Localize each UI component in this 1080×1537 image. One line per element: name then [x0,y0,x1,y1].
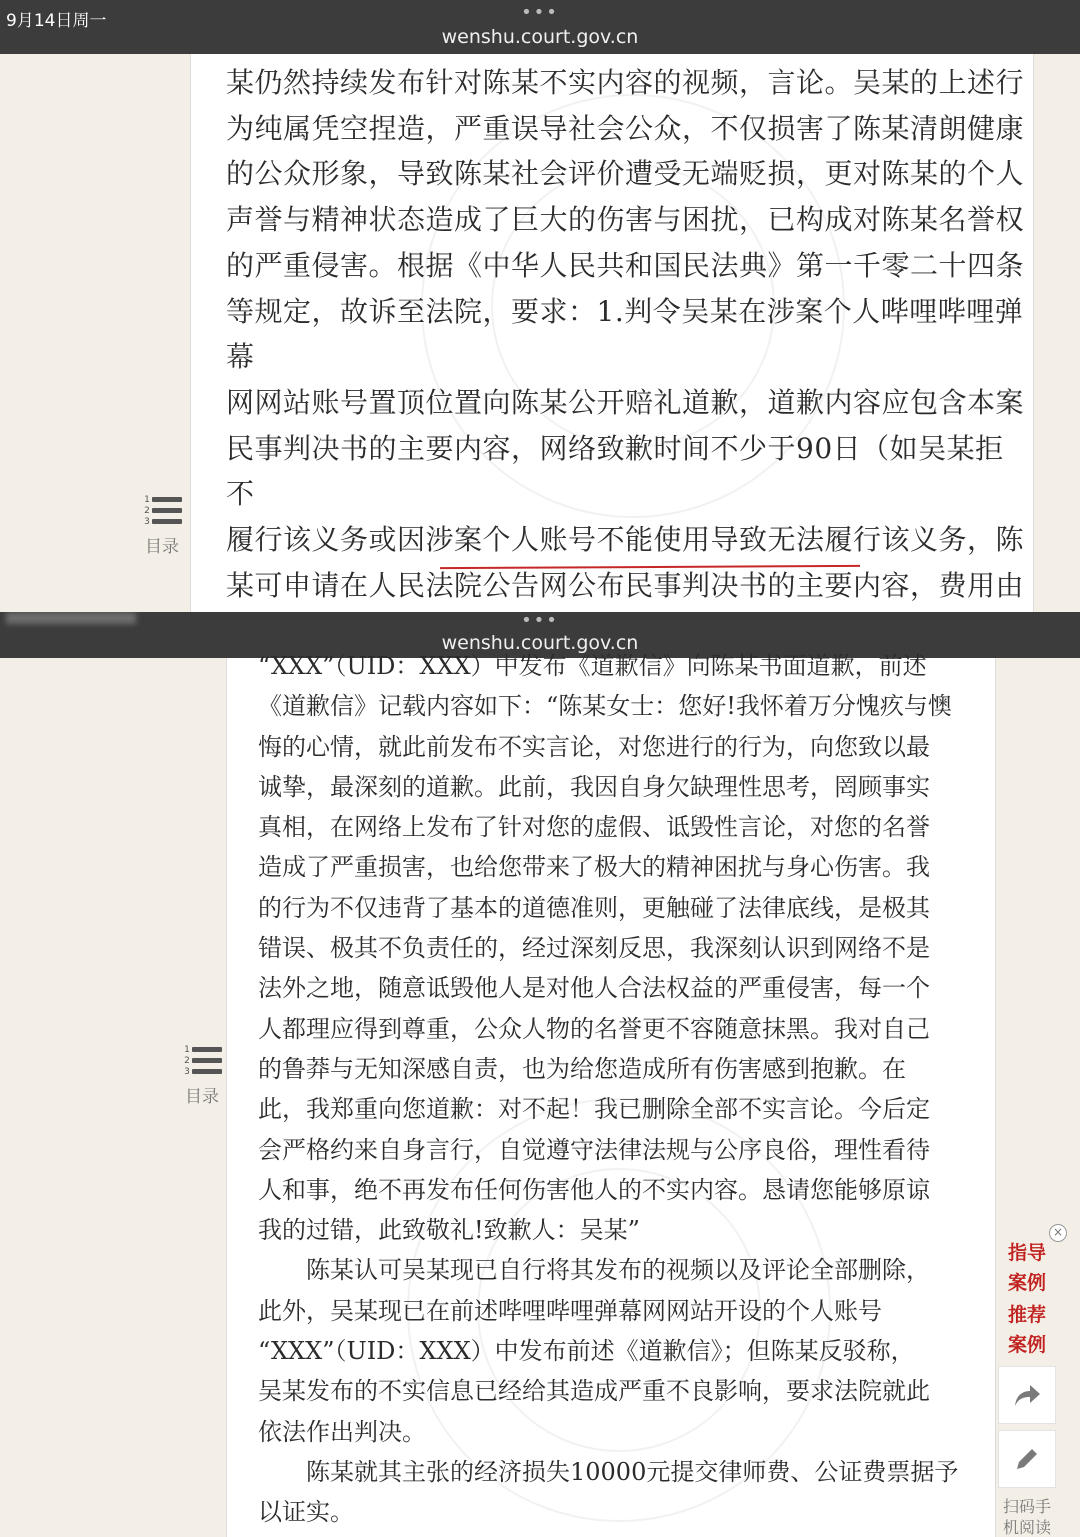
judgment-text-bottom [258,646,988,1533]
close-icon[interactable]: × [1049,1224,1067,1242]
text-line: 等规定，故诉至法院，要求：1.判令吴某在涉案个人哔哩哔哩弹幕 [226,294,1024,374]
text-line: 此，我郑重向您道歉：对不起！我已删除全部不实言论。今后定 [258,1095,930,1124]
text-line: 的公众形象，导致陈某社会评价遭受无端贬损，更对陈某的个人 [226,157,1025,191]
judgment-text-top [226,60,1026,612]
right-float-sidebar [998,1238,1056,1537]
text-line: 履行该义务或因涉案个人账号不能使用导致无法履行该义务，陈 [226,523,1025,557]
text-line: 民事判决书的主要内容，网络致歉时间不少于90日（如吴某拒不 [226,431,1004,511]
text-line: 人都理应得到尊重，公众人物的名誉更不容随意抹黑。我对自己 [258,1014,930,1043]
text-line: 会严格约来自身言行，自觉遵守法律法规与公序良俗，理性看待 [258,1135,930,1164]
text-line: 错误、极其不负责任的，经过深刻反思，我深刻认识到网络不是 [258,934,930,963]
toc-button[interactable] [176,1044,228,1107]
text-line: 依法作出判决。 [258,1417,426,1446]
text-line: 诚挚，最深刻的道歉。此前，我因自身欠缺理性思考，罔顾事实 [258,772,930,801]
text-line: 造成了严重损害，也给您带来了极大的精神困扰与身心伤害。我 [258,853,930,882]
text-line: 我的过错，此致敬礼!致歉人：吴某” [258,1216,640,1245]
address-url[interactable]: wenshu.court.gov.cn [441,26,639,48]
text-line: 陈某认可吴某现已自行将其发布的视频以及评论全部删除， [306,1256,930,1285]
text-line: 某仍然持续发布针对陈某不实内容的视频，言论。吴某的上述行 [226,66,1025,99]
text-line: 人和事，绝不再发布任何伤害他人的不实内容。恳请您能够原谅 [258,1175,930,1204]
text-line: 的鲁莽与无知深感自责，也为给您造成所有伤害感到抱歉。在 [258,1054,906,1083]
text-line: 网网站账号置顶位置向陈某公开赔礼道歉，道歉内容应包含本案 [226,385,1025,419]
more-dots-icon[interactable]: ••• [521,2,559,23]
text-line: “XXX”（UID：XXX）中发布前述《道歉信》；但陈某反驳称， [258,1337,915,1366]
scan-qr-read[interactable]: 扫码手 机阅读 [1002,1497,1051,1537]
text-line: 声誉与精神状态造成了巨大的伤害与困扰，已构成对陈某名誉权 [226,203,1025,237]
text-line: 真相，在网络上发布了针对您的虚假、诋毁性言论，对您的名誉 [258,813,930,842]
pencil-icon [1013,1445,1041,1473]
toc-label: 目录 [185,1086,219,1107]
text-line: 某可申请在人民法院公告网公布民事判决书的主要内容，费用由 [226,568,1025,602]
text-line: 为纯属凭空捏造，严重误导社会公众，不仅损害了陈某清朗健康 [226,111,1025,145]
text-line: 的严重侵害。根据《中华人民共和国民法典》第一千零二十四条 [226,248,1025,282]
text-line: “XXX”（UID：XXX）中发布《道歉信》向陈某书面道歉，前述 [258,652,927,680]
screenshot-bottom [0,612,1080,1537]
recommend-case-link[interactable]: 推荐 案例 [1007,1304,1046,1356]
guide-case-link[interactable]: 指导 案例 [1007,1242,1046,1294]
text-line: 吴某发布的不实信息已经给其造成严重不良影响，要求法院就此 [258,1377,930,1406]
address-url[interactable]: wenshu.court.gov.cn [441,632,639,654]
list-numbered-icon: 1 2 3 [142,494,182,527]
toc-label: 目录 [145,536,179,557]
text-line: 此外，吴某现已在前述哔哩哔哩弹幕网网站开设的个人账号 [258,1296,882,1325]
share-button[interactable] [998,1366,1056,1424]
text-line: 法外之地，随意诋毁他人是对他人合法权益的严重侵害，每一个 [258,974,930,1003]
toc-button[interactable] [136,494,188,557]
more-dots-icon[interactable]: ••• [521,612,559,631]
browser-top-bar [0,0,1080,54]
list-numbered-icon: 1 2 3 [182,1044,222,1077]
edit-button[interactable] [998,1430,1056,1488]
text-line: 以证实。 [258,1498,354,1527]
status-time: 9月14日周一 [6,11,107,31]
text-line: 悔的心情，就此前发布不实言论，对您进行的行为，向您致以最 [258,732,930,761]
share-icon [1012,1382,1042,1408]
text-line: 《道歉信》记载内容如下：“陈某女士：您好!我怀着万分愧疚与懊 [258,692,952,721]
text-line: 陈某就其主张的经济损失10000元提交律师费、公证费票据予 [306,1457,959,1486]
text-line: 的行为不仅违背了基本的道德准则，更触碰了法律底线，是极其 [258,893,930,922]
screenshot-top [0,0,1080,612]
